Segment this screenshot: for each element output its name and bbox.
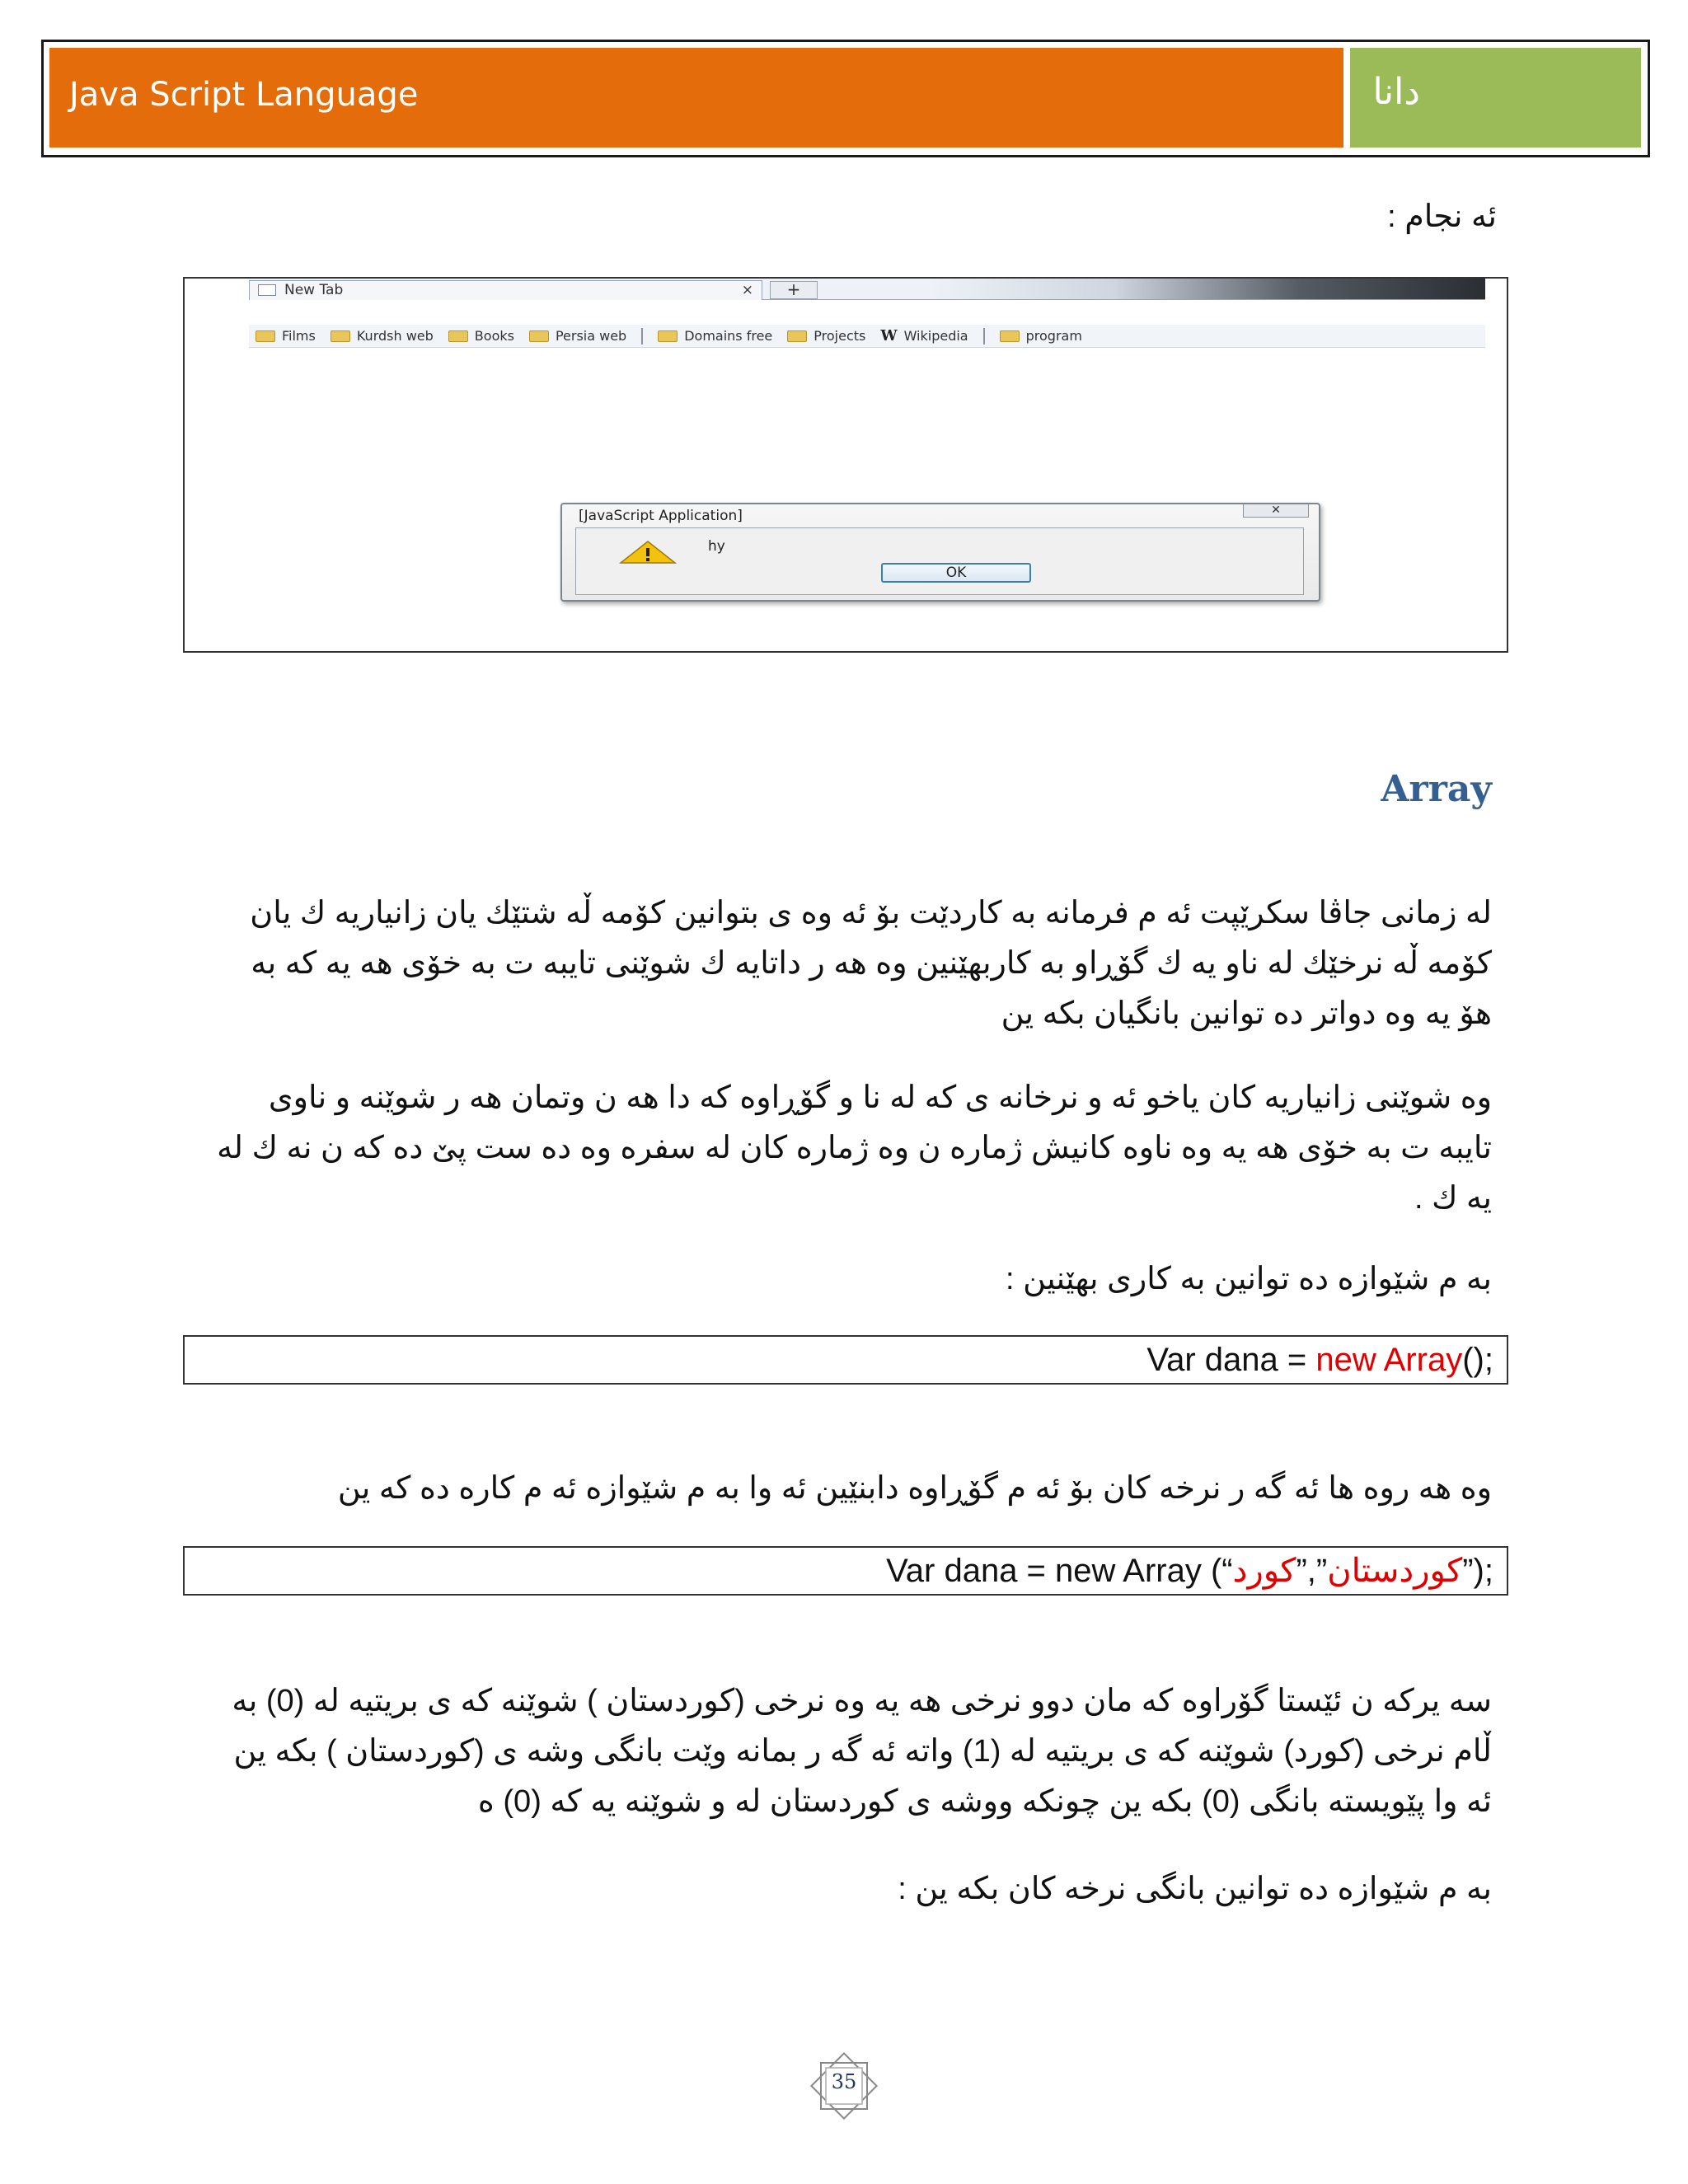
paragraph-call-values: به م شێوازه ده توانین بانگی نرخه کان بکه ین : bbox=[898, 1872, 1492, 1906]
folder-icon bbox=[331, 330, 350, 342]
document-title: Java Script Language bbox=[69, 76, 419, 114]
bookmark-item: Kurdsh web bbox=[331, 328, 434, 344]
browser-tab-bar bbox=[249, 279, 1485, 300]
code-string: کوردستان bbox=[1327, 1553, 1463, 1589]
code-keyword: new Array bbox=[1315, 1342, 1463, 1378]
bookmarks-bar bbox=[249, 325, 1485, 348]
page-number-badge bbox=[803, 2050, 885, 2121]
bookmark-item: Projects bbox=[787, 328, 865, 344]
code-block-empty-array bbox=[183, 1335, 1508, 1385]
page-number: 35 bbox=[831, 2070, 857, 2093]
paragraph-intro: له زمانی جاڤا سکرێپت ئه م فرمانه به کاردێت بۆ ئه وه ی بتوانین کۆمه ڵه شتێك یان زانیاریه ك یان کۆمه ڵه نرخێك له ناو یه ك گۆڕاو به کاربهێنین وه هه ر داتایه ك شوێنی تایبه ت به خۆی هه یه که به هۆ یه وه دواتر ده توانین بانگیان بکه ین bbox=[250, 896, 1492, 1031]
wikipedia-icon: W bbox=[880, 327, 898, 344]
code-text: ”); bbox=[1462, 1553, 1493, 1589]
code-text: Var dana = new Array (“ bbox=[886, 1553, 1233, 1589]
browser-screenshot bbox=[183, 277, 1508, 653]
ok-button: OK bbox=[881, 563, 1031, 583]
bookmark-item: Persia web bbox=[529, 328, 626, 344]
folder-icon bbox=[448, 330, 468, 342]
page-icon bbox=[258, 284, 276, 296]
bookmark-separator bbox=[641, 328, 643, 344]
paragraph-usage: به م شێوازه ده توانین به کاری بهێنین : bbox=[1006, 1262, 1492, 1296]
folder-icon bbox=[529, 330, 549, 342]
warning-icon bbox=[619, 540, 677, 565]
folder-icon bbox=[787, 330, 807, 342]
code-text: (); bbox=[1462, 1342, 1493, 1378]
folder-icon bbox=[658, 330, 678, 342]
code-string: کورد bbox=[1232, 1553, 1296, 1589]
section-heading: Array bbox=[1381, 768, 1492, 810]
folder-icon bbox=[256, 330, 275, 342]
browser-tab bbox=[249, 280, 762, 300]
bookmark-item: W Wikipedia bbox=[880, 327, 968, 344]
dialog-body bbox=[575, 527, 1304, 595]
bookmark-item: Films bbox=[256, 328, 316, 344]
bookmark-item: Domains free bbox=[658, 328, 772, 344]
paragraph-indexes: وه شوێنی زانیاریه کان یاخو ئه و نرخانه ی که له نا و گۆڕاوه که دا هه ن وتمان هه ر شوێنه و ناوی تایبه ت به خۆی هه یه وه ناوه کانیش ژماره ن وه ژماره کان له سفره وه ده ست پێ ده که ن نه ك له یه ك . bbox=[217, 1080, 1492, 1216]
paragraph-explanation: سه یرکه ن ئێستا گۆراوه که مان دوو نرخی هه یه وه نرخی (کوردستان ) شوێنه که ی بریتیه له (0) به ڵام نرخی (کورد) شوێنه که ی بریتیه له (1) واته ئه گه ر بمانه وێت بانگی وشه ی (کوردستان ) بکه ین ئه وا پێویسته بانگی (0) بکه ین چونکه ووشه ی کوردستان له و شوێنه یه که (0) ه bbox=[232, 1684, 1492, 1819]
code-text: ”,” bbox=[1296, 1553, 1328, 1589]
alert-dialog bbox=[560, 503, 1320, 602]
tab-label: New Tab bbox=[284, 282, 344, 298]
close-icon: ✕ bbox=[1243, 504, 1309, 518]
bookmark-item: program bbox=[1000, 328, 1082, 344]
code-block-array-values bbox=[183, 1546, 1508, 1596]
bookmark-separator bbox=[983, 328, 985, 344]
paragraph-values: وه هه روه ها ئه گه ر نرخه کان بۆ ئه م گۆڕاوه دابنێین ئه وا به م شێوازه ئه م کاره ده که ین bbox=[337, 1471, 1492, 1506]
close-icon: × bbox=[741, 282, 753, 298]
bookmark-item: Books bbox=[448, 328, 514, 344]
new-tab-icon: + bbox=[770, 281, 818, 299]
code-text: Var dana = bbox=[1146, 1342, 1316, 1378]
dialog-message: hy bbox=[708, 538, 725, 555]
result-label: ئه نجام : bbox=[1387, 199, 1497, 234]
folder-icon bbox=[1000, 330, 1020, 342]
author-name: دانا bbox=[1372, 71, 1420, 113]
dialog-title: [JavaScript Application] bbox=[579, 508, 743, 524]
